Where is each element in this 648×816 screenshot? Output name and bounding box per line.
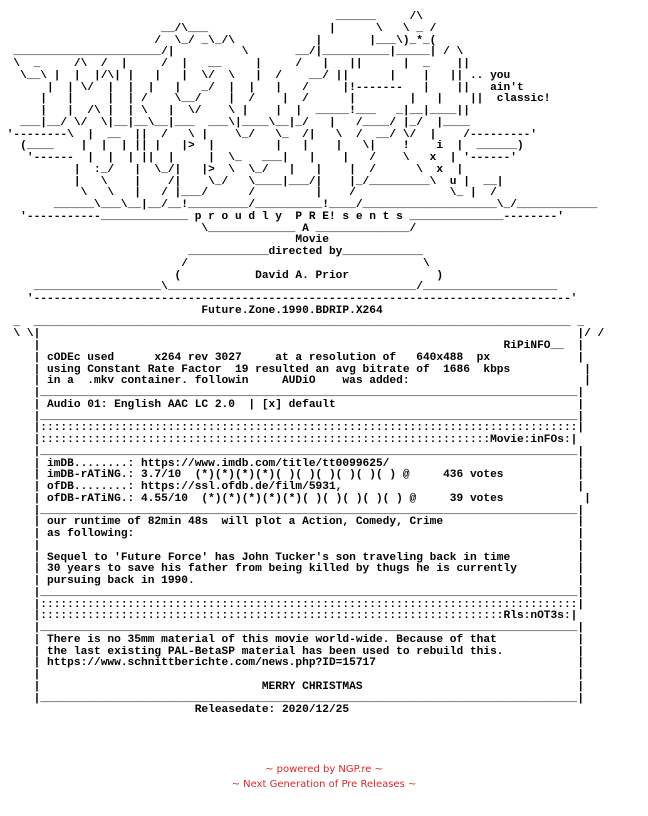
info-line: | Sequel to 'Future Force' has John Tucker's son traveling back in time |	[0, 551, 585, 564]
info-line: | pursuing back in 1990. |	[0, 575, 585, 587]
art-line: '-----------_____________ p r o u d l y P R E! s e n t s ______________--------'	[0, 210, 564, 223]
art-line: ___|__/ \/ \|__|__\__|___ ___\|____\__|_/ | /____/ |_/ |____	[0, 116, 470, 129]
art-line: | \ | /| \_/ \____|___/| |_/_________\ u | __|	[0, 175, 504, 188]
art-line: | | | | / \__/ | / | / | | | || classic!	[0, 93, 551, 106]
info-line: | ofDB-rATiNG.: 4.55/10 (*)(*)(*)(*)(*)( )( )( )( )( ) @ 39 votes |	[0, 492, 591, 505]
art-line: | RiPiNFO__ |	[0, 340, 585, 352]
powered-by-credit: ~ powered by NGP.re ~	[265, 764, 383, 775]
art-line: \_____________ A ______________/	[0, 222, 417, 235]
info-line: | 30 years to save his father from being killed by thugs he is currently |	[0, 563, 585, 576]
art-line: ______\___\__|__/__!_________/__________!____/____________________\_/____________	[0, 199, 598, 211]
info-line: | the last existing PAL-BetaSP material has been used to rebuild this. |	[0, 645, 585, 658]
info-line: | https://www.schnittberichte.com/news.php?ID=15717 |	[0, 657, 585, 670]
art-line: __/\___ | \ \ _ /	[0, 22, 437, 35]
info-line: |________________________________________________________________________________|	[0, 387, 585, 399]
info-line: | MERRY CHRISTMAS |	[0, 680, 585, 693]
info-line: | There is no 35mm material of this movie world-wide. Because of that |	[0, 633, 585, 646]
info-line: |________________________________________________________________________________|	[0, 692, 585, 705]
art-line: ( David A. Prior )	[0, 269, 444, 282]
art-line: ____________directed by____________	[0, 246, 423, 258]
rip-info-panel	[0, 353, 648, 717]
art-line: Movie	[0, 234, 329, 247]
info-line: Releasedate: 2020/12/25	[0, 704, 350, 717]
art-line: | | \/ | | | | _/ | | | / |!------- | || ain't	[0, 81, 524, 94]
ascii-art-header	[0, 12, 648, 353]
art-line: / \_/ _\_/\ | |___\)_*_(	[0, 34, 437, 47]
info-line: |________________________________________________________________________________|	[0, 410, 585, 423]
info-line: |________________________________________________________________________________|	[0, 622, 585, 634]
art-line: _ ________________________________________________________________________________ _	[0, 316, 585, 329]
info-line: | |	[0, 539, 585, 552]
art-line: ______________________/| \ __/|__________|_____| / \	[0, 46, 464, 59]
info-line: | |	[0, 669, 585, 681]
info-line: | as following: |	[0, 528, 585, 540]
info-line: | imDB........: https://www.imdb.com/title/tt0099625/ |	[0, 457, 585, 470]
tagline-credit: ~ Next Generation of Pre Releases ~	[231, 779, 417, 790]
info-line: | imDB-rATiNG.: 3.7/10 (*)(*)(*)(*)( )( )( )( )( )( ) @ 436 votes |	[0, 469, 585, 482]
art-line: Future.Zone.1990.BDRIP.X264	[0, 304, 383, 317]
nfo-text-block	[0, 12, 648, 717]
info-line: |::::::::::::::::::::::::::::::::::::::::::::::::::::::::::::::::::::::::::::::::|	[0, 422, 585, 435]
info-line: | our runtime of 82min 48s will plot a Action, Comedy, Crime |	[0, 516, 585, 529]
info-line: |::::::::::::::::::::::::::::::::::::::::::::::::::::::::::::::::::::::::::::::::|	[0, 598, 585, 611]
info-line: | ofDB........: https://ssl.ofdb.de/film/5931, |	[0, 481, 585, 493]
art-line: ______ /\	[0, 11, 423, 23]
info-line: |________________________________________________________________________________|	[0, 586, 585, 599]
art-line: / \	[0, 257, 430, 270]
art-line: '--------------------------------------------------------------------------------'	[0, 293, 578, 305]
art-line: | | /\ | | \ | \/ \ | | | _____!___ _|__|____||	[0, 105, 470, 117]
art-line: \ \ | / |___/ / | / \_ | /	[0, 187, 497, 200]
info-line: | in a .mkv container. followin AUDiO was added: |	[0, 375, 591, 388]
info-line: | cODEc used x264 rev 3027 at a resolution of 640x488 px |	[0, 351, 585, 364]
art-line: '------ | | | || | | \_ ___| | | / \ x | '------'	[0, 152, 517, 164]
info-line: |:::::::::::::::::::::::::::::::::::::::::::::::::::::::::::::::::::Movie:inFOs:|	[0, 434, 578, 446]
art-line: \__\ | | |/\| | | | \/ \ | / __/ || | | || .. you	[0, 69, 511, 82]
art-line: (____ | | | || | |> | | | | \| ! i | ______)	[0, 140, 524, 153]
art-line: \ \| |/ /	[0, 328, 605, 341]
info-line: | Audio 01: English AAC LC 2.0 | [x] default |	[0, 398, 585, 411]
art-line: ___________________\_____________________________________/____________________	[0, 281, 558, 294]
info-line: |:::::::::::::::::::::::::::::::::::::::::::::::::::::::::::::::::::::Rls:nOT3s:|	[0, 610, 578, 623]
info-line: |________________________________________________________________________________|	[0, 504, 585, 517]
art-line: \ _ /\ / | / | __ | / | || | _ ||	[0, 58, 470, 70]
art-line: '--------\ | __ || / \ | \_/ \_ /| \ / __/ \/ | /---------'	[0, 128, 538, 141]
art-line: | :_/ | \_/| |> \ \_/ | | | / \ x |	[0, 163, 464, 176]
info-line: | using Constant Rate Factor 19 resulted an avg bitrate of 1686 kbps |	[0, 363, 591, 376]
info-line: |________________________________________________________________________________|	[0, 445, 585, 458]
